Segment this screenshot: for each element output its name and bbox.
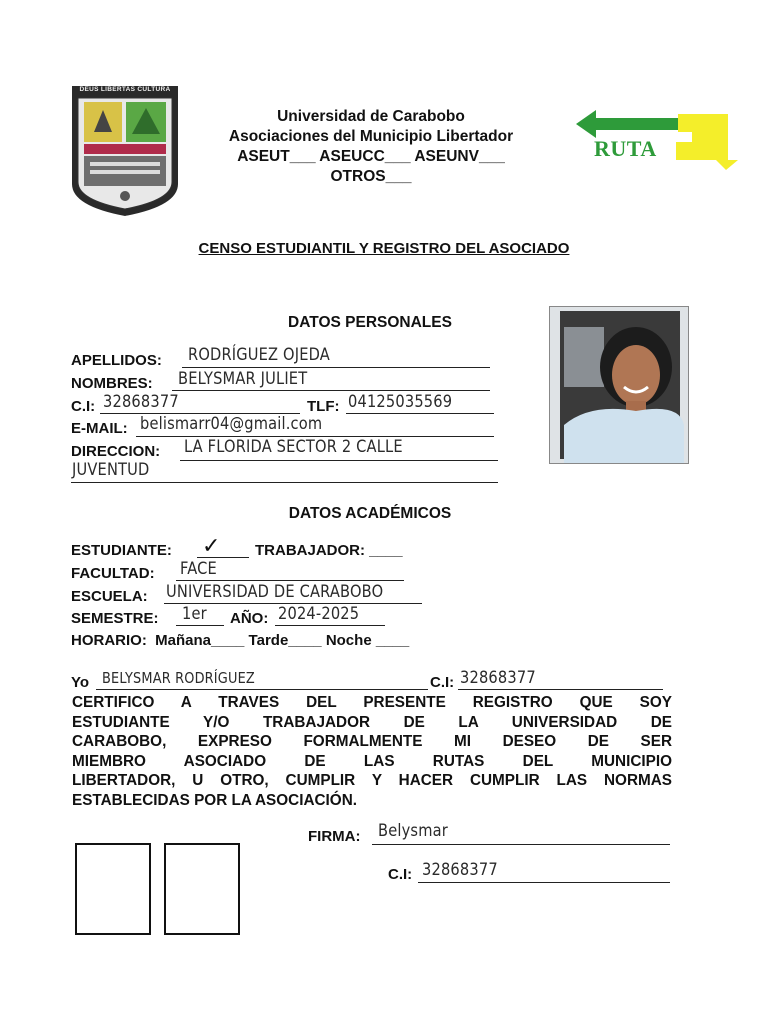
estudiante-check-icon: ✓ [202,533,221,558]
certification-line: ESTABLECIDAS POR LA ASOCIACIÓN. [72,791,357,809]
ano-label: AÑO: [230,610,269,627]
yo-value: BELYSMAR RODRÍGUEZ [102,669,255,687]
declaration-ci-label: C.I: [430,674,455,691]
tlf-value: 04125035569 [348,392,453,412]
firma-label: FIRMA: [308,828,361,845]
ci-value: 32868377 [103,392,179,412]
signature-ci-label: C.I: [388,866,413,883]
header-university: Universidad de Carabobo [277,108,465,125]
university-seal-icon [70,84,180,218]
estudiante-label: ESTUDIANTE: [71,542,172,559]
trabajador-label: TRABAJADOR: ____ [255,542,403,559]
ano-value: 2024-2025 [278,604,360,624]
escuela-value: UNIVERSIDAD DE CARABOBO [166,582,384,602]
email-value: belismarr04@gmail.com [140,414,323,434]
direccion-value-2: JUVENTUD [72,460,150,480]
signature-ci-value: 32868377 [422,860,498,880]
direccion-value-1: LA FLORIDA SECTOR 2 CALLE [184,437,403,457]
header [196,107,546,187]
seal-top-text: DEUS LIBERTAS CULTURA [79,86,171,93]
certification-line: LIBERTADOR, U OTRO, CUMPLIR Y HACER CUMPLIR LAS NORMAS [72,772,672,789]
fingerprint-box-right [164,843,240,935]
academic-data-heading: DATOS ACADÉMICOS [288,505,452,522]
yo-label: Yo [71,674,90,691]
declaration-ci-value: 32868377 [460,668,536,688]
escuela-label: ESCUELA: [71,588,148,605]
facultad-value: FACE [180,559,217,579]
horario-label: HORARIO: Mañana____ Tarde____ Noche ____ [71,632,410,649]
certification-line: MIEMBRO ASOCIADO DE LAS RUTAS DEL MUNICIPIO [72,752,672,770]
firma-value: Belysmar [378,821,448,841]
direccion-label: DIRECCION: [71,443,161,460]
header-otros: OTROS___ [330,168,412,185]
tlf-label: TLF: [307,398,340,415]
apellidos-value: RODRÍGUEZ OJEDA [188,345,330,365]
header-associations: Asociaciones del Municipio Libertador [228,128,514,145]
facultad-label: FACULTAD: [71,565,155,582]
ruta-logo-text: RUTA [594,136,657,161]
ci-label: C.I: [71,398,96,415]
email-label: E-MAIL: [71,420,128,437]
nombres-label: NOMBRES: [71,375,153,392]
page-title: CENSO ESTUDIANTIL Y REGISTRO DEL ASOCIADO [198,240,570,257]
apellidos-label: APELLIDOS: [71,352,162,369]
header-association-options: ASEUT___ ASEUCC___ ASEUNV___ [237,148,505,165]
certification-line: CARABOBO, EXPRESO FORMALMENTE MI DESEO DE SER [72,733,672,750]
semestre-value: 1er [182,604,207,624]
ruta-logo [576,108,738,174]
fingerprint-box-left [75,843,151,935]
certification-text [72,693,672,810]
nombres-value: BELYSMAR JULIET [178,369,308,389]
semestre-label: SEMESTRE: [71,610,159,627]
university-seal [70,84,180,218]
certification-line: CERTIFICO A TRAVES DEL PRESENTE REGISTRO QUE SOY [72,694,672,711]
certification-line: ESTUDIANTE Y/O TRABAJADOR DE LA UNIVERSIDAD DE [72,713,672,731]
personal-data-heading: DATOS PERSONALES [288,314,452,331]
